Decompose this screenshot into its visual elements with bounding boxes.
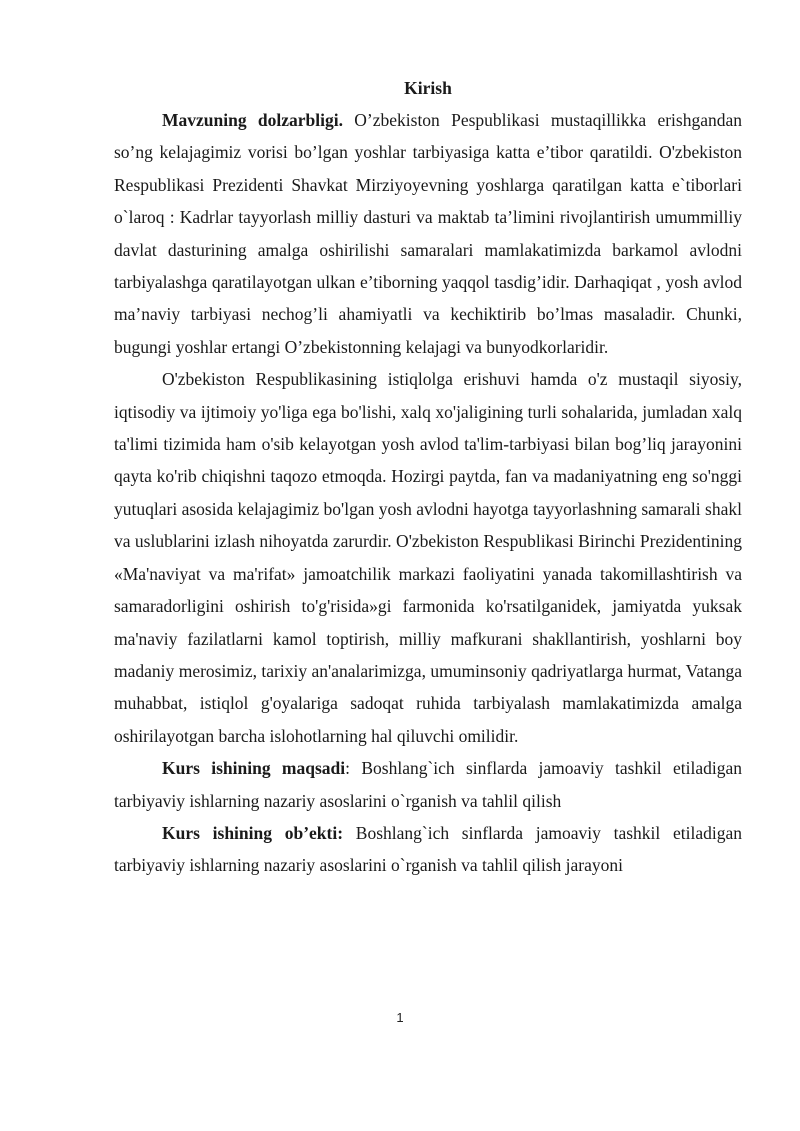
paragraph-lead: Kurs ishining ob’ekti: [162,822,344,843]
paragraph-lead: Mavzuning dolzarbligi. [162,110,343,130]
page-number: 1 [396,1010,404,1025]
paragraph-text: O'zbekiston Respublikasining istiqlolga erishuvi hamda o'z mustaqil siyosiy, iqtisodiy va ijtimoiy yo'liga ega bo'lishi, xalq xo'jaligining turli sohalarida, jumladan xalq ta'limi tizimida ham o'sib kelayotgan yosh avlod ta'lim-tarbiyasi bilan bog’liq jarayonini qayta ko'rib chiqishni taqozo etmoqda. Hozirgi paytda, fan va madaniyatning eng so'nggi yutuqlari asosida kelajagimiz bo'lgan yosh avlodni hayotga tayyorlashning samarali shakl va uslublarini izlash nihoyatda zarurdir. O'zbekiston Respublikasi Birinchi Prezidentining «Ma'naviyat va ma'rifat» jamoatchilik markazi faoliyatini yanada takomillashtirish va samaradorligini oshirish to'g'risida»gi farmonida ko'rsatilganidek, jamiyatda yuksak ma'naviy fazilatlarni kamol toptirish, milliy mafkurani shakllantirish, yoshlarni boy madaniy merosimiz, tarixiy an'analarimizga, umuminsoniy qadriyatlarga hurmat, Vatanga muhabbat, istiqlol g'oyalariga sadoqat ruhida tarbiyalash mamlakatimizda amalga oshirilayotgan barcha islohotlarning hal qiluvchi omilidir. [114,369,742,746]
paragraph-course-goal [114,752,742,817]
document-body [114,72,742,882]
paragraph-lead: Kurs ishining maqsadi [162,758,346,779]
paragraph-text: O’zbekiston Pespublikasi mustaqillikka erishgandan so’ng kelajagimiz vorisi bo’lgan yoshlar tarbiyasiga katta e’tibor qaratildi. O'zbekiston Respublikasi Prezidenti Shavkat Mirziyoyevning yoshlarga qaratilgan katta e`tiborlari o`laroq : Kadrlar tayyorlash milliy dasturi va maktab ta’limini rivojlantirish umummilliy davlat dasturining amalga oshirilishi samaralari mamlakatimizda barkamol avlodni tarbiyalashga qaratilayotgan ulkan e’tiborning yaqqol tasdig’idir. Darhaqiqat , yosh avlod ma’naviy tarbiyasi nechog’li ahamiyatli va kechiktirib bo’lmas masaladir. Chunki, bugungi yoshlar ertangi O’zbekistonning kelajagi va bunyodkorlaridir. [114,110,742,357]
document-title: Kirish [404,78,452,98]
paragraph-course-object [114,817,742,882]
paragraph-text: Boshlang`ich sinflarda jamoaviy tashkil etiladigan tarbiyaviy ishlarning nazariy asoslarini o`rganish va tahlil qilish jarayoni [114,822,742,876]
paragraph-relevance [114,104,742,363]
paragraph-text: : Boshlang`ich sinflarda jamoaviy tashkil etiladigan tarbiyaviy ishlarning nazariy asoslarini o`rganish va tahlil qilish [114,758,742,811]
paragraph-independence [114,363,742,752]
